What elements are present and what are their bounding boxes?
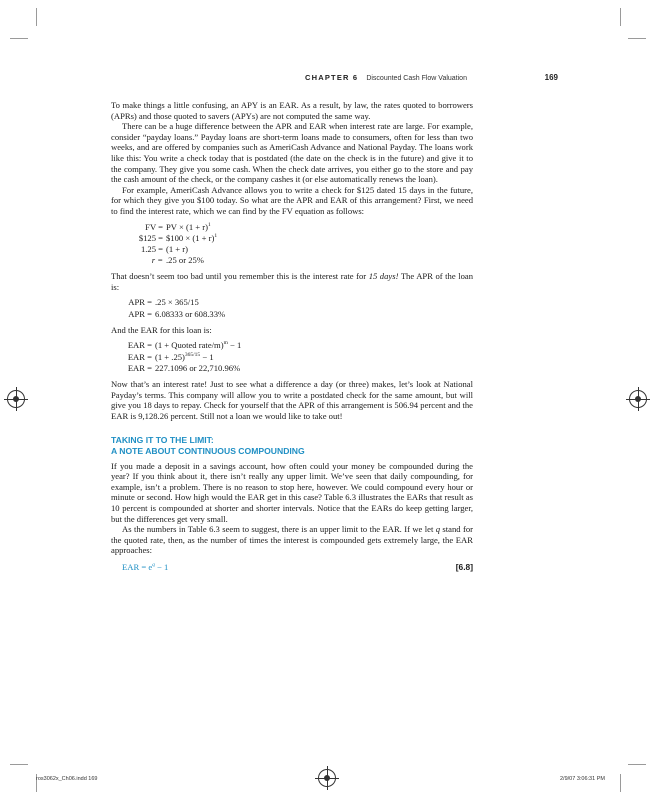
chapter-label: CHAPTER 6 [305,73,359,82]
paragraph: As the numbers in Table 6.3 seem to suggest, there is an upper limit to the EAR. If we let q stand for the quoted rate, then, as the number of times the interest is compounded gets extremely large, the EAR approaches: [111,524,473,556]
page-number: 169 [544,73,558,82]
running-header [305,73,558,82]
equation-line: APR = 6.08333 or 608.33% [128,308,226,319]
apr-equation-block [111,297,473,319]
paragraph: That doesn’t seem too bad until you remember this is the interest rate for 15 days! The APR of the loan is: [111,271,473,292]
equation-line: 1.25 = (1 + r) [140,243,189,254]
paragraph: If you made a deposit in a savings account, how often could your money be compounded during the year? If you think about it, there isn’t really any upper limit. We’ve seen that daily compounding, for example, isn’t a problem. There is no reason to stop here, however. We could compound every hour or minute or second. How high would the EAR get in this case? Table 6.3 illustrates the EARs that result as 10 percent is compounded at shorter and shorter intervals. Notice that the EARs do keep getting larger, but the differences get very small. [111,460,473,524]
crop-mark [36,8,37,26]
page-body [111,100,473,573]
equation-line: FV = PV × $(1 + r)^1$ [145,221,211,232]
crop-mark [620,774,621,792]
crop-mark [628,764,646,765]
equation-number: [6.8] [455,561,473,572]
registration-mark-icon [7,390,25,408]
crop-mark [10,764,28,765]
paragraph: And the EAR for this loan is: [111,324,212,335]
equation-6-8: EAR = $e^q - 1$ [6.8] [122,561,473,572]
equation-line: APR = .25 × 365/15 [128,297,199,308]
crop-mark [10,38,28,39]
equation-line: EAR = 227.1096 or 22,710.96% [127,362,241,373]
ear-equation-block [111,340,473,374]
section-heading: TAKING IT TO THE LIMIT: A NOTE ABOUT CONTINUOUS COMPOUNDING [111,435,305,456]
equation-line: $125 = $100 × $(1 + r)^1$ [138,232,218,243]
equation-line: EAR = $(1 + .25)^{365/15} - 1$ [127,351,214,362]
slug-filename: ros3062x_Ch06.indd 169 [36,776,98,782]
paragraph: To make things a little confusing, an APY is an EAR. As a result, by law, the rates quoted to borrowers (APRs) and those quoted to savers (APYs) are not computed the same way. [111,100,473,121]
chapter-title: Discounted Cash Flow Valuation [366,75,467,82]
registration-mark-icon [318,769,336,787]
fv-equation-block [111,222,473,267]
paragraph: There can be a huge difference between the APR and EAR when interest rate are large. For example, consider “payday loans.” Payday loans are short-term loans made to consumers, often for less than two weeks, and are offered by companies such as AmeriCash Advance and National Payday. The loans work like this: You write a check today that is postdated (the date on the check is in the future) and give it to the company. They give you some cash. When the check date arrives, you either go to the store and pay the cash amount of the check, or the company cashes it (or else automatically renews the loan). [111,121,473,185]
equation-line: EAR = (1 + Quoted rate/m)$^m$ − 1 [127,340,242,351]
crop-mark [628,38,646,39]
equation-line: r = .25 or 25% [151,255,204,266]
crop-mark [620,8,621,26]
registration-mark-icon [629,390,647,408]
slug-timestamp: 2/9/07 3:06:31 PM [560,776,605,782]
paragraph: For example, AmeriCash Advance allows you to write a check for $125 dated 15 days in the future, for which they give you $100 today. So what are the APR and EAR of this arrangement? First, we need to find the interest rate, which we can find by the FV equation as follows: [111,184,473,216]
paragraph: Now that’s an interest rate! Just to see what a difference a day (or three) makes, let’s look at National Payday’s terms. This company will allow you to write a postdated check for the same amount, but will give you 18 days to repay. Check for yourself that the APR of this arrangement is 506.94 percent and the EAR is 9,128.26 percent. Still not a loan we would like to take out! [111,379,473,421]
